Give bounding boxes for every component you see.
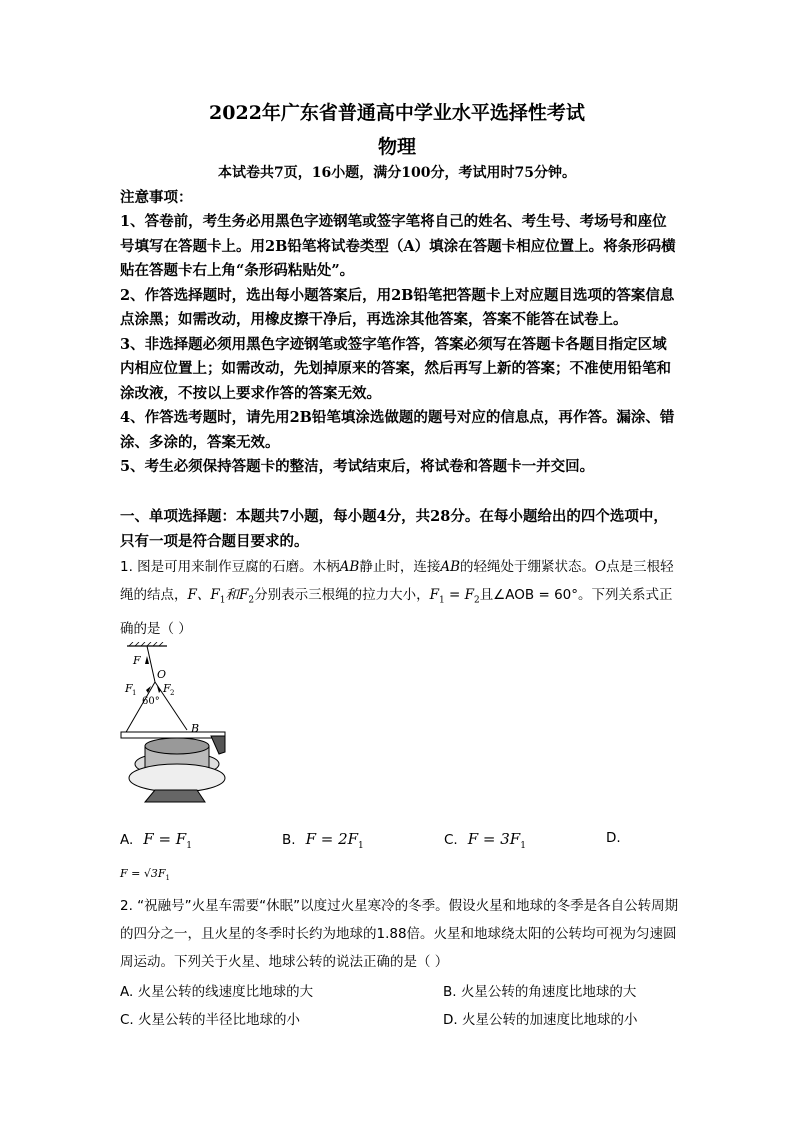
figure-label-F: F [133, 654, 141, 667]
q1-text: 点是三根轻绳的结点， [120, 559, 674, 603]
q2-option-b[interactable] [443, 980, 636, 1000]
figure-label-F1: F [125, 682, 133, 695]
exam-title: 2022年广东省普通高中学业水平选择性考试 [209, 102, 585, 124]
option-value: F = F [143, 830, 187, 848]
note-item: 1、答卷前，考生务必用黑色字迹钢笔或签字笔将自己的姓名、考生号、考场号和座位号填写在答题卡上。用2B铅笔将试卷类型（A）填涂在答题卡相应位置上。将条形码横贴在答题卡右上角“条形码粘贴处”。 [120, 213, 676, 279]
option-text: 火星公转的半径比地球的小 [138, 1012, 301, 1028]
figure-subscript: 1 [132, 689, 137, 697]
q1-equal: $F_1 = F_2$ [429, 587, 480, 606]
option-label: D. [606, 830, 621, 846]
option-label: B. [443, 984, 457, 1000]
option-label: A. [120, 984, 134, 1000]
q1-ab: AB [339, 559, 360, 575]
q1-text: 静止时，连接 [359, 559, 441, 575]
option-value: F = √3F [120, 867, 166, 880]
option-text: 火星公转的加速度比地球的小 [461, 1012, 638, 1028]
question-2-stem: 2. “祝融号”火星车需要“休眠”以度过火星寒冷的冬季。假设火星和地球的冬季是各自公转周期的四分之一，且火星的冬季时长约为地球的1.88倍。火星和地球绕太阳的公转均可视为匀速圆周运动。下列关于火星、地球公转的说法正确的是（ ） [120, 898, 679, 970]
section-heading: 一、单项选择题：本题共7小题，每小题4分，共28分。在每小题给出的四个选项中，只有一项是符合题目要求的。 [120, 508, 668, 550]
option-label: C. [444, 832, 458, 848]
q1-text: 的轻绳处于绷紧状态。 [460, 559, 596, 575]
option-text: 火星公转的角速度比地球的大 [460, 984, 637, 1000]
q1-option-a[interactable]: A. $F = F_1$ [120, 830, 192, 851]
q1-text: 分别表示三根绳的拉力大小， [254, 587, 430, 603]
note-item: 2、作答选择题时，选出每小题答案后，用2B铅笔把答题卡上对应题目选项的答案信息点涂黑；如需改动，用橡皮擦干净后，再选涂其他答案，答案不能答在试卷上。 [120, 286, 675, 328]
note-item: 3、非选择题必须用黑色字迹钢笔或签字笔作答，答案必须写在答题卡各题目指定区域内相应位置上；如需改动，先划掉原来的答案，然后再写上新的答案；不准使用铅笔和涂改液，不按以上要求作答的答案无效。 [120, 335, 671, 402]
option-value: F = 2F [305, 830, 359, 848]
q2-option-c[interactable] [120, 1008, 300, 1028]
q1-text: 1. 图是可用来制作豆腐的石磨。木柄 [120, 559, 340, 575]
notes-list [120, 210, 680, 480]
option-label: C. [120, 1012, 134, 1028]
q1-forces: F、$F_1$和$F_2$ [187, 587, 255, 606]
note-item: 4、作答选考题时，请先用2B铅笔填涂选做题的题号对应的信息点，再作答。漏涂、错涂、多涂的，答案无效。 [120, 409, 675, 451]
q1-option-d[interactable] [606, 830, 631, 846]
q1-text: 且∠AOB = 60°。下列关系式正确的是（ ） [120, 587, 673, 637]
q1-option-c[interactable]: C. $F = 3F_1$ [444, 830, 526, 851]
q2-option-a[interactable] [120, 980, 313, 1000]
exam-subject: 物理 [377, 136, 416, 158]
notes-heading: 注意事项： [120, 189, 193, 206]
millstone-figure [115, 642, 235, 812]
q2-option-d[interactable] [443, 1008, 637, 1028]
question-1-stem [120, 553, 680, 643]
figure-subscript: 2 [170, 689, 175, 697]
q1-o: O [595, 559, 607, 575]
option-value: F = 3F [467, 830, 521, 848]
option-text: 火星公转的线速度比地球的大 [137, 984, 314, 1000]
figure-label-B: B [191, 722, 200, 735]
figure-label-F2: F [163, 682, 171, 695]
option-label: D. [443, 1012, 458, 1028]
q1-option-d-value[interactable]: $F = √3F_1$ [120, 867, 170, 883]
note-item: 5、考生必须保持答题卡的整洁，考试结束后，将试卷和答题卡一并交回。 [120, 458, 595, 475]
option-label: B. [282, 832, 296, 848]
figure-angle: 60° [142, 696, 160, 707]
figure-label-O: O [157, 668, 167, 681]
q1-ab: AB [440, 559, 461, 575]
exam-intro: 本试卷共7页，16小题，满分100分，考试用时75分钟。 [218, 165, 576, 181]
option-label: A. [120, 832, 134, 848]
q1-option-b[interactable]: B. $F = 2F_1$ [282, 830, 364, 851]
